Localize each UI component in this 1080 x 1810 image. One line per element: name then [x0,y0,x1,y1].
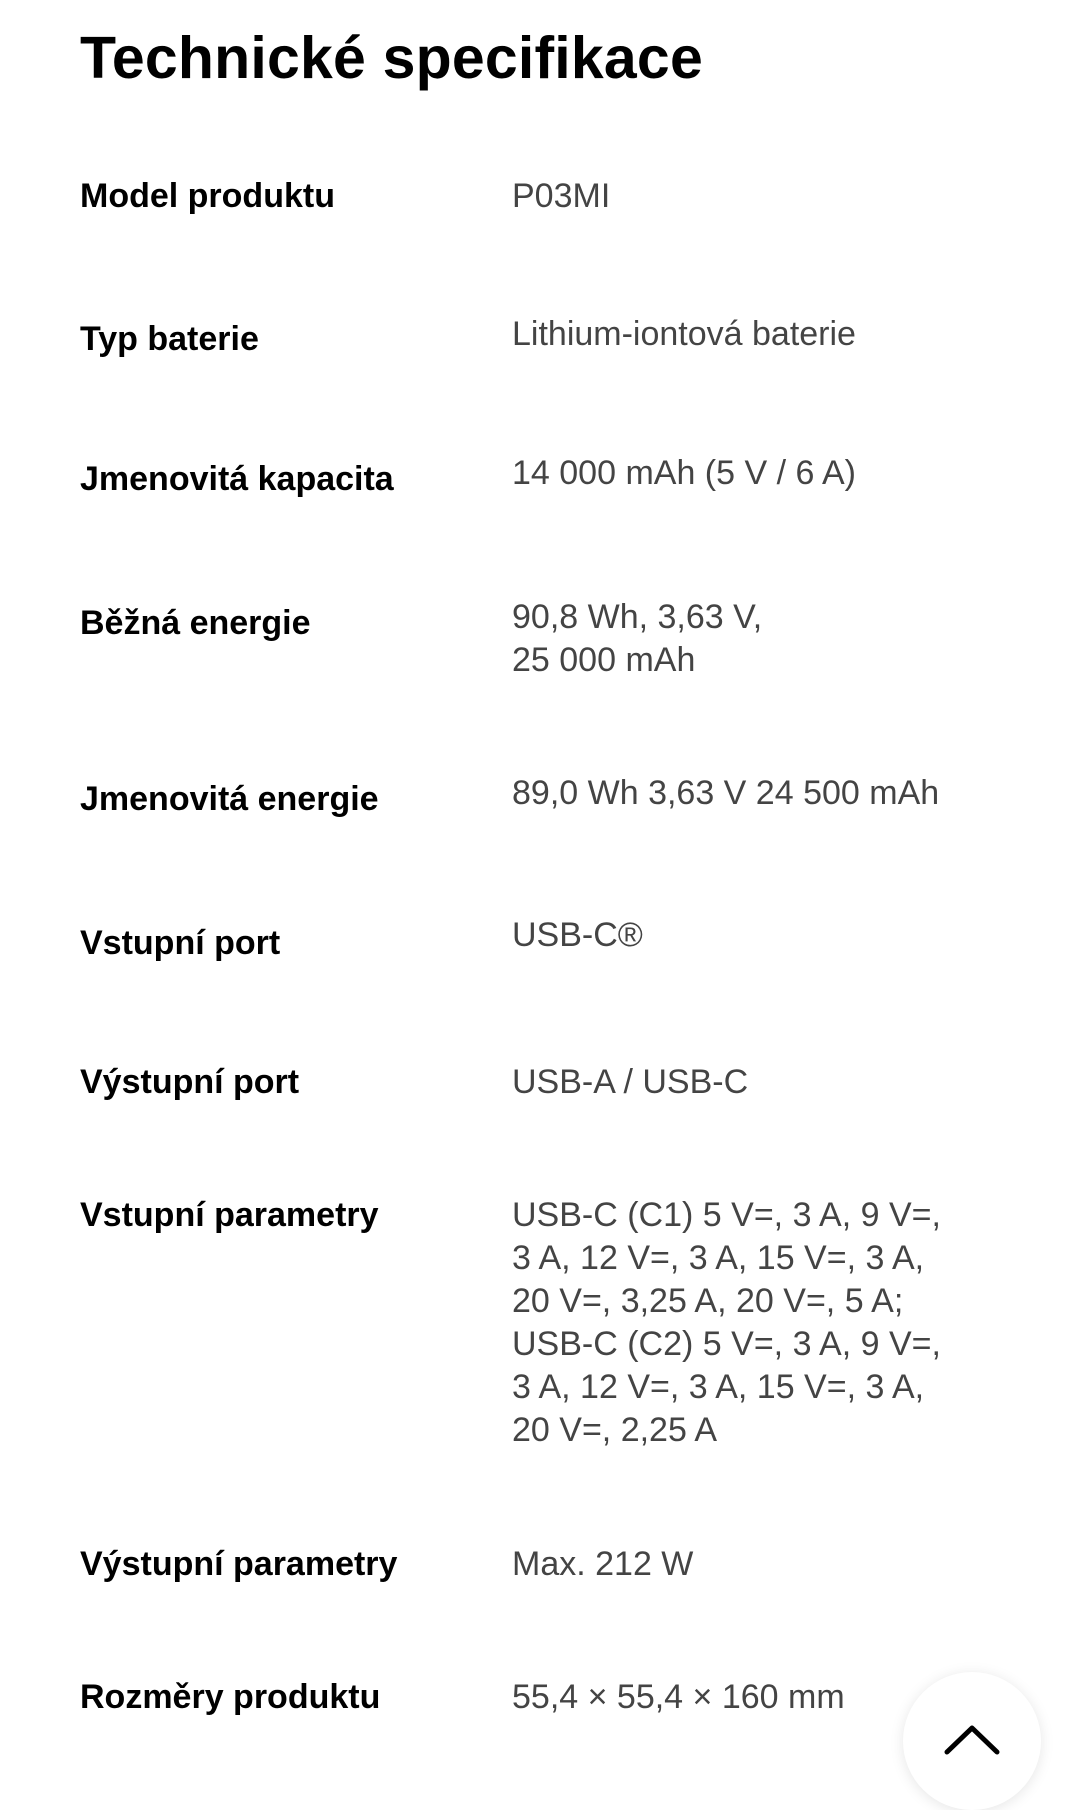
spec-value: USB-C® [512,916,643,954]
spec-value: USB-A / USB-C [512,1063,749,1101]
spec-label: Vstupní port [80,924,281,962]
page-title: Technické specifikace [80,25,703,91]
spec-label: Výstupní port [80,1063,300,1101]
chevron-up-icon [943,1722,1001,1756]
spec-value: Lithium-iontová baterie [512,315,856,353]
spec-value: 14 000 mAh (5 V / 6 A) [512,454,856,492]
spec-value: 90,8 Wh, 3,63 V, 25 000 mAh [512,598,763,679]
spec-value: Max. 212 W [512,1545,694,1583]
spec-label: Výstupní parametry [80,1545,398,1583]
spec-value: 89,0 Wh 3,63 V 24 500 mAh [512,774,940,812]
spec-value: 55,4 × 55,4 × 160 mm [512,1678,845,1716]
spec-label: Běžná energie [80,604,311,642]
spec-label: Jmenovitá kapacita [80,460,394,498]
spec-label: Model produktu [80,177,335,215]
spec-value: P03MI [512,177,611,215]
spec-label: Rozměry produktu [80,1678,381,1716]
spec-label: Jmenovitá energie [80,780,379,818]
spec-label: Typ baterie [80,320,259,358]
scroll-to-top-button[interactable] [903,1672,1041,1810]
spec-label: Vstupní parametry [80,1196,379,1234]
spec-value: USB-C (C1) 5 V=, 3 A, 9 V=, 3 A, 12 V=, 3 A, 15 V=, 3 A, 20 V=, 3,25 A, 20 V=, 5 A; USB-C (C2) 5 V=, 3 A, 9 V=, 3 A, 12 V=, 3 A, 15 V=, 3 A, 20 V=, 2,25 A [512,1196,941,1449]
